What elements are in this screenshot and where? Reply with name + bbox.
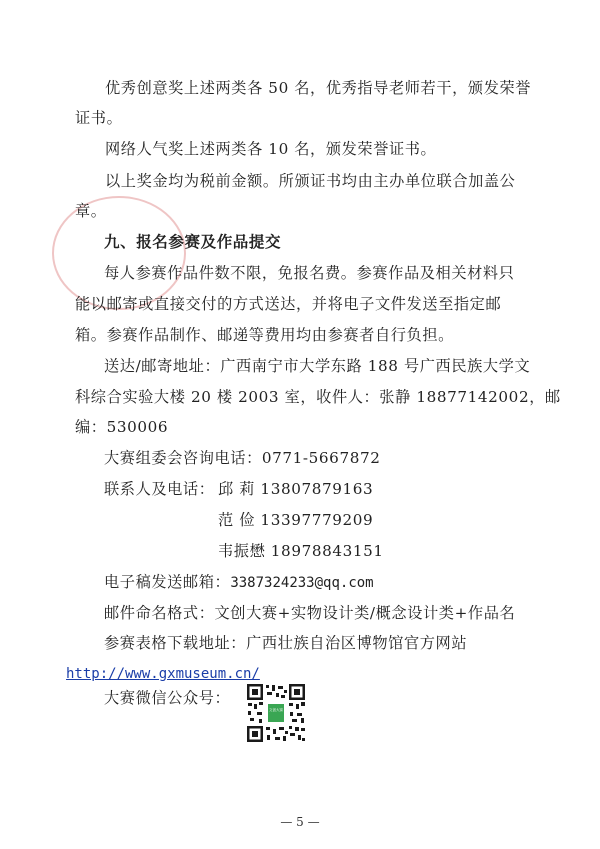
address-line-1: 送达/邮寄地址：广西南宁市大学东路 188 号广西民族大学文 xyxy=(104,357,531,375)
submission-line-2: 能以邮寄或直接交付的方式送达，并将电子文件发送至指定邮 xyxy=(75,295,502,313)
page-number: — 5 — xyxy=(280,815,320,829)
download-address: 参赛表格下载地址：广西壮族自治区博物馆官方网站 xyxy=(104,634,468,652)
qr-badge-text: 文创大赛 xyxy=(269,708,283,712)
wechat-label: 大赛微信公众号： xyxy=(104,689,231,707)
award-line-1: 优秀创意奖上述两类各 50 名，优秀指导老师若干，颁发荣誉 xyxy=(105,79,532,97)
submission-line-1: 每人参赛作品件数不限，免报名费。参赛作品及相关材料只 xyxy=(104,264,515,282)
naming-format: 邮件命名格式：文创大赛+实物设计类/概念设计类+作品名 xyxy=(104,604,516,622)
red-seal-stamp xyxy=(52,196,186,310)
award-line-2: 证书。 xyxy=(75,109,123,127)
submission-line-3: 箱。参赛作品制作、邮递等费用均由参赛者自行负担。 xyxy=(75,326,454,344)
address-line-3: 编：530006 xyxy=(75,418,169,436)
contact-3: 韦振懋 18978843151 xyxy=(218,542,384,560)
email-value[interactable]: 3387324233@qq.com xyxy=(230,575,374,591)
contact-1: 邱 莉 13807879163 xyxy=(218,480,374,498)
award-line-3: 网络人气奖上述两类各 10 名，颁发荣誉证书。 xyxy=(105,140,437,158)
section-heading: 九、报名参赛及作品提交 xyxy=(104,233,282,251)
hotline: 大赛组委会咨询电话：0771-5667872 xyxy=(104,449,381,467)
contact-2: 范 俭 13397779209 xyxy=(218,511,374,529)
museum-url-link[interactable]: http://www.gxmuseum.cn/ xyxy=(66,666,260,682)
award-line-5: 章。 xyxy=(75,202,107,220)
award-line-4: 以上奖金均为税前金额。所颁证书均由主办单位联合加盖公 xyxy=(105,172,516,190)
email-row xyxy=(104,572,374,593)
email-label: 电子稿发送邮箱： xyxy=(104,573,231,591)
contacts-label: 联系人及电话： xyxy=(104,480,215,498)
address-line-2: 科综合实验大楼 20 楼 2003 室，收件人：张静 18877142002，邮 xyxy=(75,388,561,406)
